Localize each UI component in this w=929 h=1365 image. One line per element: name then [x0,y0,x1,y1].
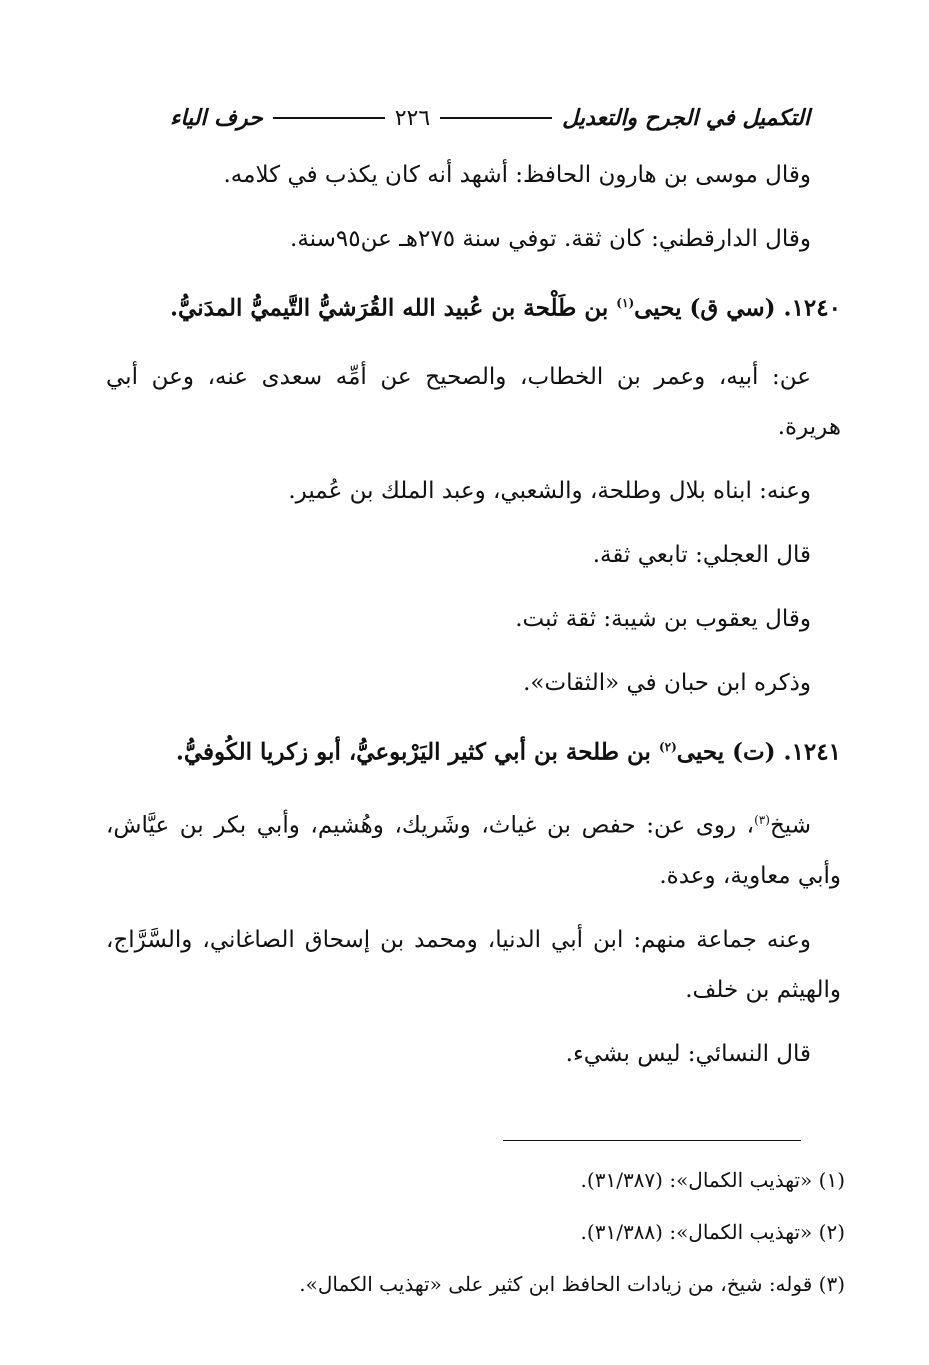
entry-heading [106,722,841,778]
paragraph: وعنه: ابناه بلال وطلحة، والشعبي، وعبد الملك بن عُمير. [288,477,811,504]
footnote: (١) «تهذيب الكمال»: (٣١/٣٨٧). [580,1168,845,1192]
paragraph: عن: أبيه، وعمر بن الخطاب، والصحيح عن أمِّه سعدى عنه، وعن أبي هريرة. [106,363,841,440]
running-header [170,98,810,138]
entry-number: ١٢٤٠. (سي ق) يحيى [634,294,841,322]
header-dash [273,117,385,119]
footnote-ref: (٢) [658,739,677,754]
paragraph-start: شيخ [769,812,811,839]
footnote: (٢) «تهذيب الكمال»: (٣١/٣٨٨). [580,1220,845,1244]
entry-name: بن طلحة بن أبي كثير اليَرْبوعيُّ، أبو زكريا الكُوفيُّ. [175,738,659,766]
paragraph [106,795,841,901]
main-text [106,150,841,1093]
paragraph: وعنه جماعة منهم: ابن أبي الدنيا، ومحمد بن إسحاق الصاغاني، والسَّرَّاج، والهيثم بن خلف. [106,926,841,1003]
page-number: ٢٢٦ [394,105,431,131]
paragraph: وقال يعقوب بن شيبة: ثقة ثبت. [515,605,811,632]
book-title: التكميل في الجرح والتعديل [562,105,810,131]
paragraph: قال العجلي: تابعي ثقة. [592,541,811,568]
footnote: (٣) قوله: شيخ، من زيادات الحافظ ابن كثير على «تهذيب الكمال». [299,1272,845,1296]
footnote-ref: (١) [616,296,635,310]
entry-number: ١٢٤١. (ت) يحيى [676,738,841,766]
paragraph: وقال الدارقطني: كان ثقة. توفي سنة ٢٧٥هـ عن٩٥سنة. [290,226,811,252]
paragraph: وقال موسى بن هارون الحافظ: أشهد أنه كان يكذب في كلامه. [223,162,811,188]
footnotes [145,1154,845,1310]
header-dash [440,117,552,119]
footnote-ref: (٣) [754,813,770,828]
chapter-title: حرف الياء [169,105,263,131]
paragraph: قال النسائي: ليس بشيء. [565,1040,811,1067]
paragraph-rest: ، روى عن: حفص بن غياث، وشَريك، وهُشيم، وأبي بكر بن عيَّاش، وأبي معاوية، وعدة. [106,812,841,889]
paragraph: وذكره ابن حبان في «الثقات». [523,669,811,696]
entry-heading [106,278,841,334]
entry-name: بن طَلْحة بن عُبيد الله القُرَشيُّ التَّيميُّ المدَنيُّ. [170,294,617,322]
footnote-separator [503,1140,801,1141]
